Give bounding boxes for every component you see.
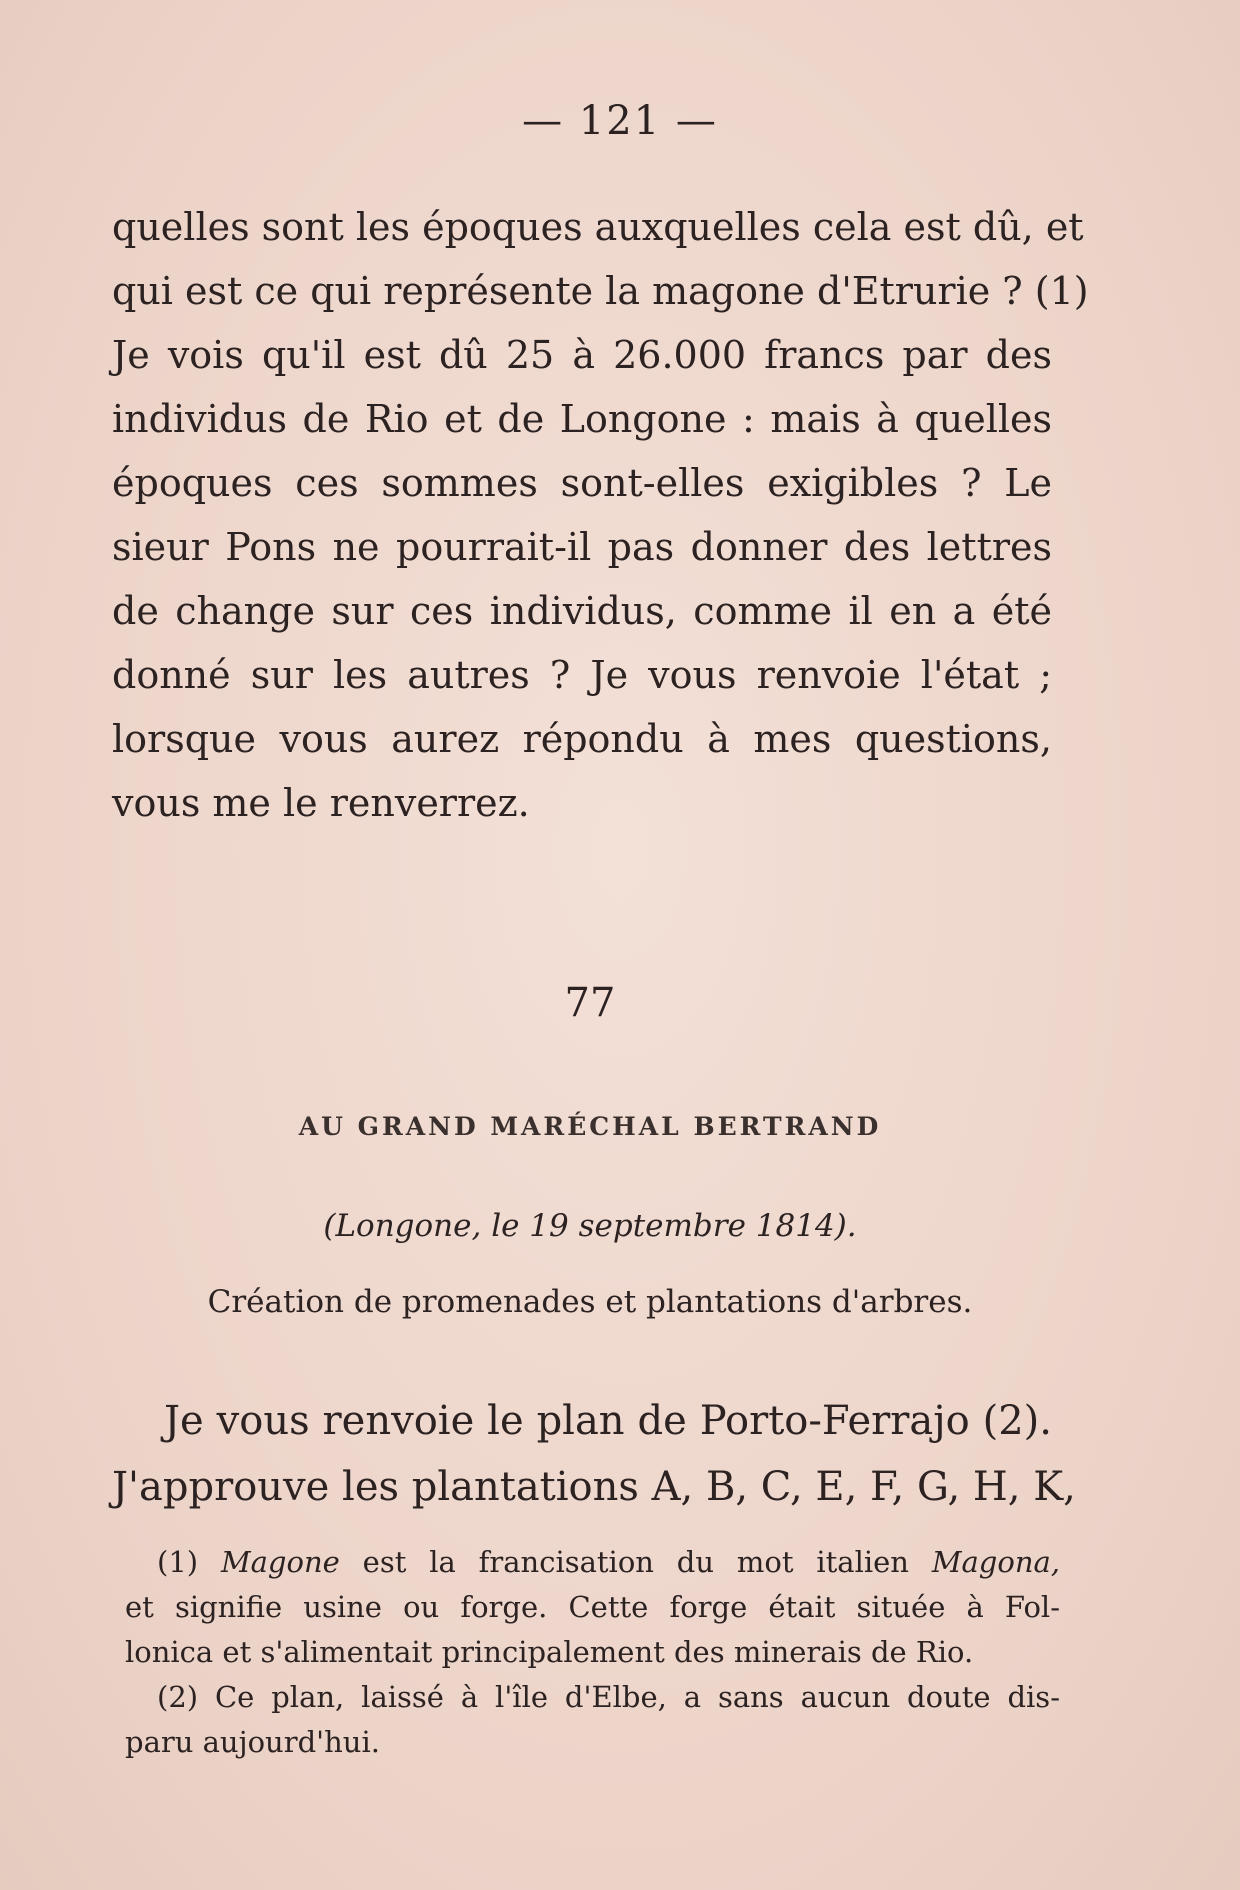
text-line: Je vois qu'il est dû 25 à 26.000 francs par des bbox=[112, 333, 1052, 377]
footnote-text: est la francisation du mot italien bbox=[362, 1545, 909, 1579]
footnote-mark: (1) bbox=[157, 1545, 199, 1579]
text-line: époques ces sommes sont-elles exigibles ? Le bbox=[112, 461, 1052, 505]
footnote-term: Magone bbox=[220, 1545, 340, 1579]
text-line: sieur Pons ne pourrait-il pas donner des lettres bbox=[112, 525, 1052, 569]
paragraph-1 bbox=[112, 195, 1089, 835]
page-number: — 121 — bbox=[522, 98, 718, 144]
text-line: Je vous renvoie le plan de Porto-Ferrajo (2). bbox=[164, 1398, 1052, 1444]
letter-recipient: AU GRAND MARÉCHAL BERTRAND bbox=[298, 1112, 882, 1141]
footnote-1-line-1 bbox=[125, 1540, 1060, 1585]
text-line: de change sur ces individus, comme il en a été bbox=[112, 589, 1052, 633]
letter-summary: Création de promenades et plantations d'arbres. bbox=[207, 1284, 973, 1320]
footnotes bbox=[125, 1540, 1060, 1765]
text-line: lorsque vous aurez répondu à mes questions, bbox=[112, 717, 1052, 761]
text-line: individus de Rio et de Longone : mais à quelles bbox=[112, 397, 1052, 441]
paragraph-2 bbox=[112, 1388, 1076, 1520]
letter-dateline: (Longone, le 19 septembre 1814). bbox=[323, 1208, 857, 1244]
footnote-1-line-3: lonica et s'alimentait principalement des minerais de Rio. bbox=[125, 1635, 974, 1669]
letter-number: 77 bbox=[564, 980, 616, 1026]
footnote-2-line-1: (2) Ce plan, laissé à l'île d'Elbe, a sans aucun doute dis- bbox=[157, 1680, 1060, 1714]
footnote-1-line-2: et signifie usine ou forge. Cette forge était située à Fol- bbox=[125, 1590, 1060, 1624]
text-line: vous me le renverrez. bbox=[112, 781, 530, 825]
text-line: quelles sont les époques auxquelles cela est dû, et bbox=[112, 205, 1084, 249]
text-line: J'approuve les plantations A, B, C, E, F, G, H, K, bbox=[112, 1464, 1076, 1510]
footnote-2-line-2: paru aujourd'hui. bbox=[125, 1725, 380, 1759]
text-line: qui est ce qui représente la magone d'Etrurie ? (1) bbox=[112, 269, 1089, 313]
text-line: donné sur les autres ? Je vous renvoie l'état ; bbox=[112, 653, 1052, 697]
footnote-term-italian: Magona, bbox=[931, 1545, 1061, 1579]
